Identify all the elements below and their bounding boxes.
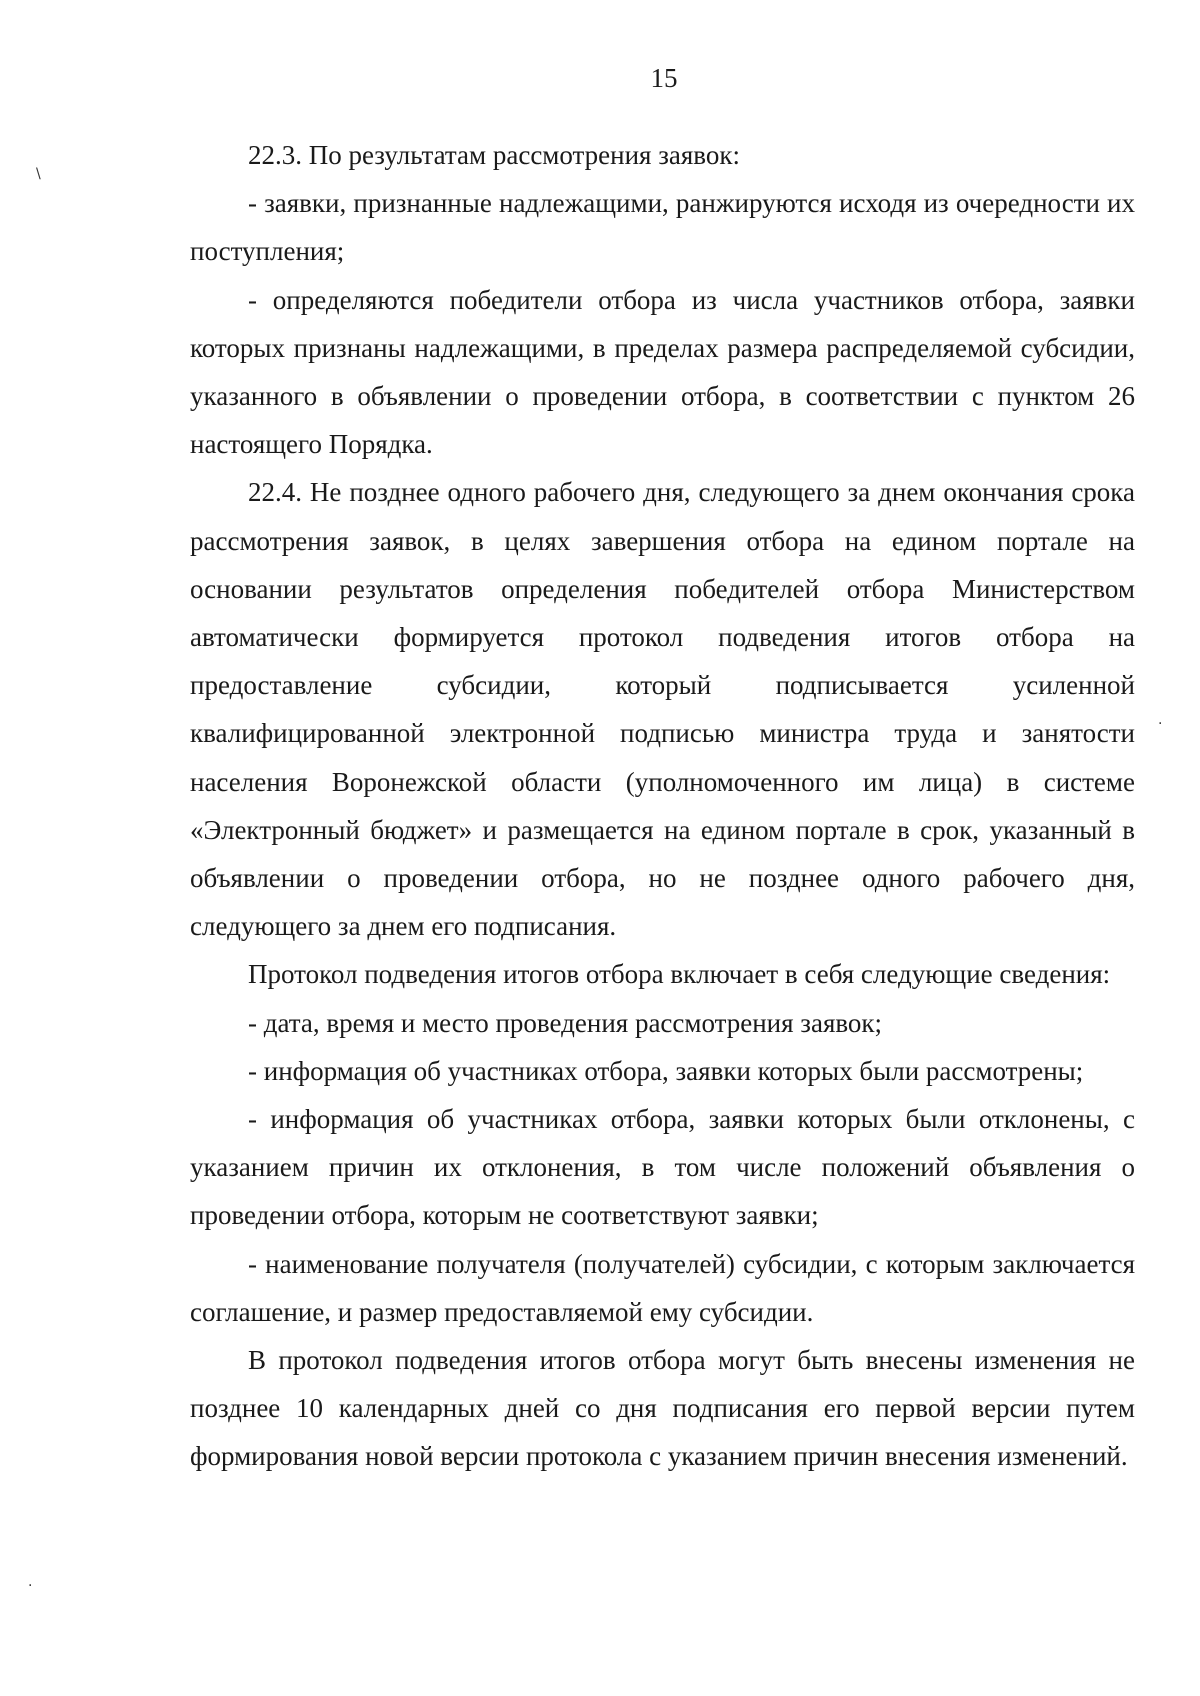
paragraph-22-4: 22.4. Не позднее одного рабочего дня, следующего за днем окончания срока рассмотрения заявок, в целях завершения отбора на едином портале на основании результатов определения победителей отбора Министерством автоматически формируется протокол подведения итогов отбора на предоставление субсидии, который подписывается усиленной квалифицированной электронной подписью министра труда и занятости населения Воронежской области (уполномоченного им лица) в системе «Электронный бюджет» и размещается на едином портале в срок, указанный в объявлении о проведении отбора, но не позднее одного рабочего дня, следующего за днем его подписания.: [190, 477, 1135, 942]
paragraph-22-3: 22.3. По результатам рассмотрения заявок:: [248, 140, 740, 170]
paragraph-protocol-changes: В протокол подведения итогов отбора могут быть внесены изменения не позднее 10 календарных дней со дня подписания его первой версии путем формирования новой версии протокола с указанием причин внесения изменений.: [190, 1345, 1135, 1472]
paragraph-date-item: - дата, время и место проведения рассмотрения заявок;: [248, 1007, 883, 1038]
paragraph-considered-item: - информация об участниках отбора, заявки которых были рассмотрены;: [248, 1055, 1084, 1086]
paragraph-recipient-item: - наименование получателя (получателей) субсидии, с которым заключается соглашение, и размер предоставляемой ему субсидии.: [190, 1248, 1135, 1327]
scan-speck-left-top: \: [36, 166, 41, 182]
paragraph-rejected-item: - информация об участниках отбора, заявки которых были отклонены, с указанием причин их отклонения, в том числе положений объявления о проведении отбора, которым не соответствуют заявки;: [190, 1104, 1135, 1231]
scan-speck-left-bottom: ·: [28, 1578, 33, 1594]
paragraph-ranking-item: - заявки, признанные надлежащими, ранжируются исходя из очередности их поступления;: [190, 188, 1135, 267]
scan-speck-right: ·: [1158, 716, 1163, 732]
paragraph-protocol-intro: Протокол подведения итогов отбора включает в себя следующие сведения:: [248, 959, 1111, 990]
paragraph-winners-item: - определяются победители отбора из числа участников отбора, заявки которых признаны надлежащими, в пределах размера распределяемой субсидии, указанного в объявлении о проведении отбора, в соответствии с пунктом 26 настоящего Порядка.: [190, 284, 1135, 460]
document-body: [190, 131, 1135, 1481]
page-number: 15: [650, 63, 678, 93]
